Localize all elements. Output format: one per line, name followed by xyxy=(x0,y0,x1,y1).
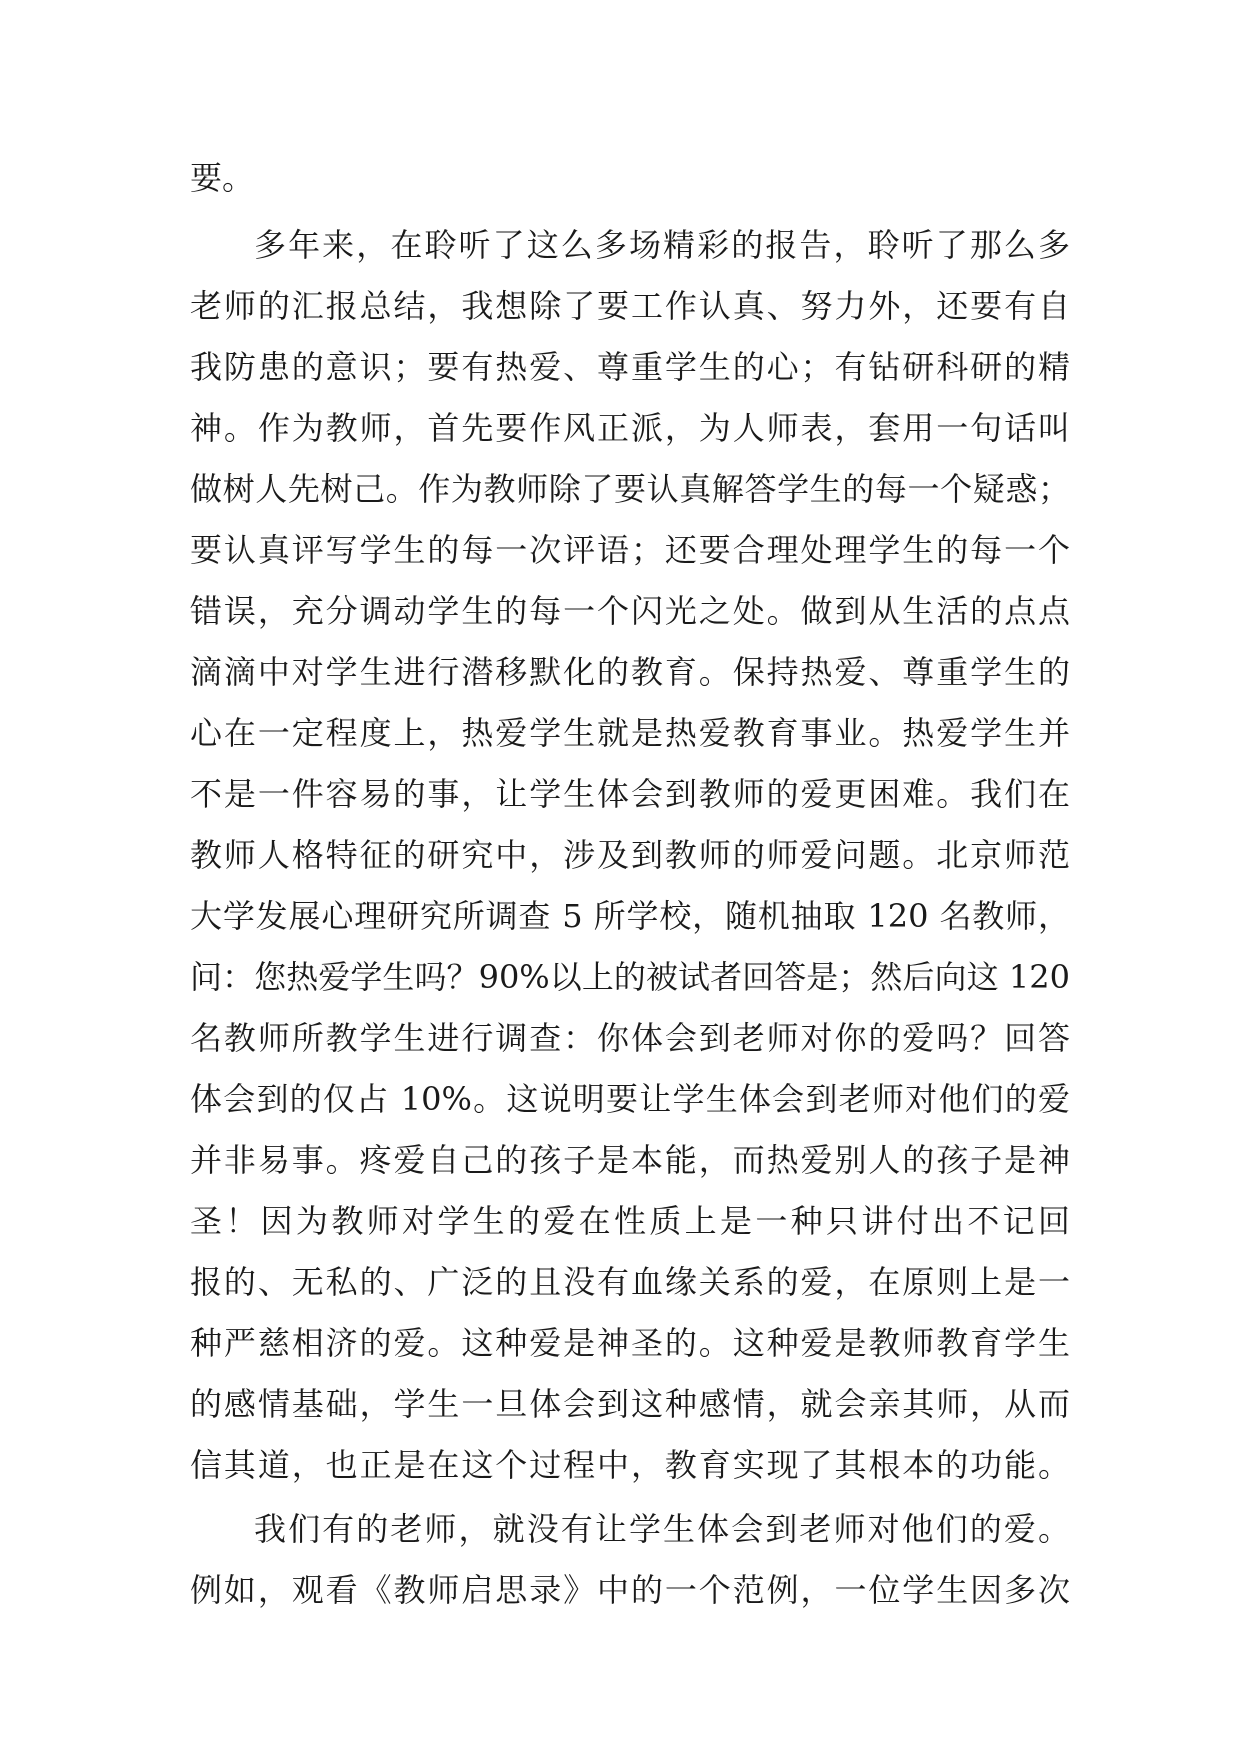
text-line: 大学发展心理研究所调查 5 所学校，随机抽取 120 名教师， xyxy=(190,897,1070,935)
text-line: 圣！因为教师对学生的爱在性质上是一种只讲付出不记回 xyxy=(190,1202,1070,1240)
paragraph-first-line: 多年来，在聆听了这么多场精彩的报告，聆听了那么多 xyxy=(254,226,1070,264)
text-line: 的感情基础，学生一旦体会到这种感情，就会亲其师，从而 xyxy=(190,1385,1070,1423)
text-line: 心在一定程度上，热爱学生就是热爱教育事业。热爱学生并 xyxy=(190,714,1070,752)
paragraph-first-line: 我们有的老师，就没有让学生体会到老师对他们的爱。 xyxy=(254,1510,1070,1548)
text-line: 名教师所教学生进行调查：你体会到老师对你的爱吗？回答 xyxy=(190,1019,1070,1057)
text-line: 我防患的意识；要有热爱、尊重学生的心；有钻研科研的精 xyxy=(190,348,1070,386)
text-line: 错误，充分调动学生的每一个闪光之处。做到从生活的点点 xyxy=(190,592,1070,630)
text-line: 问：您热爱学生吗？90%以上的被试者回答是；然后向这 120 xyxy=(190,958,1070,996)
text-line: 并非易事。疼爱自己的孩子是本能，而热爱别人的孩子是神 xyxy=(190,1141,1070,1179)
text-line: 报的、无私的、广泛的且没有血缘关系的爱，在原则上是一 xyxy=(190,1263,1070,1301)
text-line: 例如，观看《教师启思录》中的一个范例，一位学生因多次 xyxy=(190,1571,1070,1609)
text-line: 神。作为教师，首先要作风正派，为人师表，套用一句话叫 xyxy=(190,409,1070,447)
text-line: 要认真评写学生的每一次评语；还要合理处理学生的每一个 xyxy=(190,531,1070,569)
text-line: 滴滴中对学生进行潜移默化的教育。保持热爱、尊重学生的 xyxy=(190,653,1070,691)
text-line: 老师的汇报总结，我想除了要工作认真、努力外，还要有自 xyxy=(190,287,1070,325)
text-line: 种严慈相济的爱。这种爱是神圣的。这种爱是教师教育学生 xyxy=(190,1324,1070,1362)
text-line: 要。 xyxy=(190,159,255,197)
text-line: 信其道，也正是在这个过程中，教育实现了其根本的功能。 xyxy=(190,1446,1070,1484)
text-line: 不是一件容易的事，让学生体会到教师的爱更困难。我们在 xyxy=(190,775,1070,813)
text-line: 教师人格特征的研究中，涉及到教师的师爱问题。北京师范 xyxy=(190,836,1070,874)
text-line: 做树人先树己。作为教师除了要认真解答学生的每一个疑惑； xyxy=(190,470,1070,508)
text-line: 体会到的仅占 10%。这说明要让学生体会到老师对他们的爱 xyxy=(190,1080,1070,1118)
